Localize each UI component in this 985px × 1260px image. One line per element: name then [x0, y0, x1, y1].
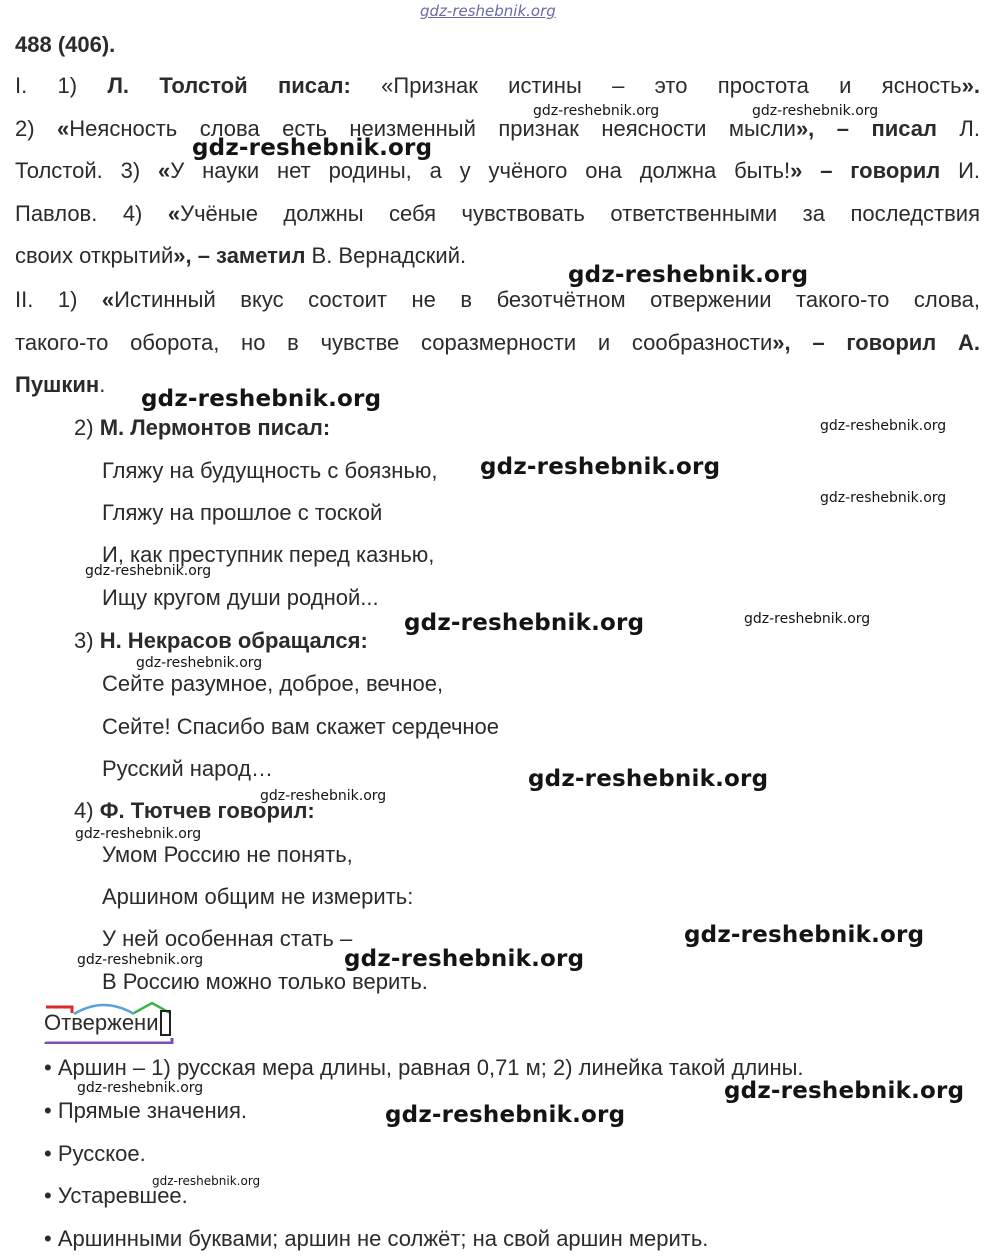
watermark: gdz-reshebnik.org	[404, 610, 645, 636]
part1-line3: Толстой. 3) «У науки нет родины, а у учёного она должна быть!» – говорил И.	[15, 158, 981, 183]
bullet-2: • Прямые значения.	[44, 1098, 247, 1123]
poem4-line2: Аршином общим не измерить:	[102, 884, 414, 909]
exercise-number: 488 (406).	[15, 32, 116, 57]
poem3-line1: Сейте разумное, доброе, вечное,	[102, 671, 444, 696]
watermark: gdz-reshebnik.org	[152, 1174, 261, 1188]
item4-heading: 4) Ф. Тютчев говорил:	[74, 798, 315, 823]
poem4-line3: У ней особенная стать –	[102, 926, 353, 951]
watermark: gdz-reshebnik.org	[480, 454, 721, 480]
watermark: gdz-reshebnik.org	[77, 1080, 204, 1096]
poem2-line3: И, как преступник перед казнью,	[102, 542, 435, 567]
part2-line1: II. 1) «Истинный вкус состоит не в безотчётном отвержении такого-то слова,	[15, 287, 981, 312]
poem4-line1: Умом Россию не понять,	[102, 842, 353, 867]
part2-line2: такого-то оборота, но в чувстве соразмерности и сообразности», – говорил А.	[15, 330, 980, 355]
bullet-4: • Устаревшее.	[44, 1183, 188, 1208]
part1-line5: своих открытий», – заметил В. Вернадский.	[15, 243, 467, 268]
watermark: gdz-reshebnik.org	[77, 952, 204, 968]
poem3-line3: Русский народ…	[102, 756, 273, 781]
poem4-line4: В Россию можно только верить.	[102, 969, 428, 994]
watermark: gdz-reshebnik.org	[85, 563, 212, 579]
poem3-line2: Сейте! Спасибо вам скажет сердечное	[102, 714, 500, 739]
morpheme-word: Отвержени	[44, 1010, 171, 1036]
watermark-top[interactable]: gdz-reshebnik.org	[420, 2, 556, 20]
part1-line2: 2) «Неясность слова есть неизменный признак неясности мысли», – писал Л.	[15, 116, 980, 141]
watermark: gdz-reshebnik.org	[568, 262, 809, 288]
watermark: gdz-reshebnik.org	[820, 490, 947, 506]
watermark: gdz-reshebnik.org	[533, 103, 660, 119]
poem2-line2: Гляжу на прошлое с тоской	[102, 500, 383, 525]
bullet-1: • Аршин – 1) русская мера длины, равная 0,71 м; 2) линейка такой длины.	[44, 1055, 804, 1080]
watermark: gdz-reshebnik.org	[260, 788, 387, 804]
watermark: gdz-reshebnik.org	[75, 826, 202, 842]
part1-line4: Павлов. 4) «Учёные должны себя чувствовать ответственными за последствия	[15, 201, 980, 226]
watermark: gdz-reshebnik.org	[141, 386, 382, 412]
bullet-3: • Русское.	[44, 1141, 146, 1166]
part1-line1: I. 1) Л. Толстой писал: «Признак истины – это простота и ясность».	[15, 73, 980, 98]
item3-heading: 3) Н. Некрасов обращался:	[74, 628, 368, 653]
watermark: gdz-reshebnik.org	[820, 418, 947, 434]
poem2-line4: Ищу кругом души родной...	[102, 585, 379, 610]
watermark: gdz-reshebnik.org	[385, 1102, 626, 1128]
watermark: gdz-reshebnik.org	[528, 766, 769, 792]
watermark: gdz-reshebnik.org	[192, 135, 433, 161]
part2-line3: Пушкин.	[15, 372, 106, 397]
watermark: gdz-reshebnik.org	[724, 1078, 965, 1104]
watermark: gdz-reshebnik.org	[744, 611, 871, 627]
bullet-5: • Аршинными буквами; аршин не солжёт; на свой аршин мерить.	[44, 1226, 709, 1251]
watermark: gdz-reshebnik.org	[684, 922, 925, 948]
item2-heading: 2) М. Лермонтов писал:	[74, 415, 331, 440]
watermark: gdz-reshebnik.org	[752, 103, 879, 119]
poem2-line1: Гляжу на будущность с боязнью,	[102, 458, 438, 483]
watermark: gdz-reshebnik.org	[136, 655, 263, 671]
ending-box	[160, 1010, 171, 1036]
watermark: gdz-reshebnik.org	[344, 946, 585, 972]
stem-mark	[46, 1038, 172, 1044]
morpheme-analysis	[44, 1000, 194, 1044]
